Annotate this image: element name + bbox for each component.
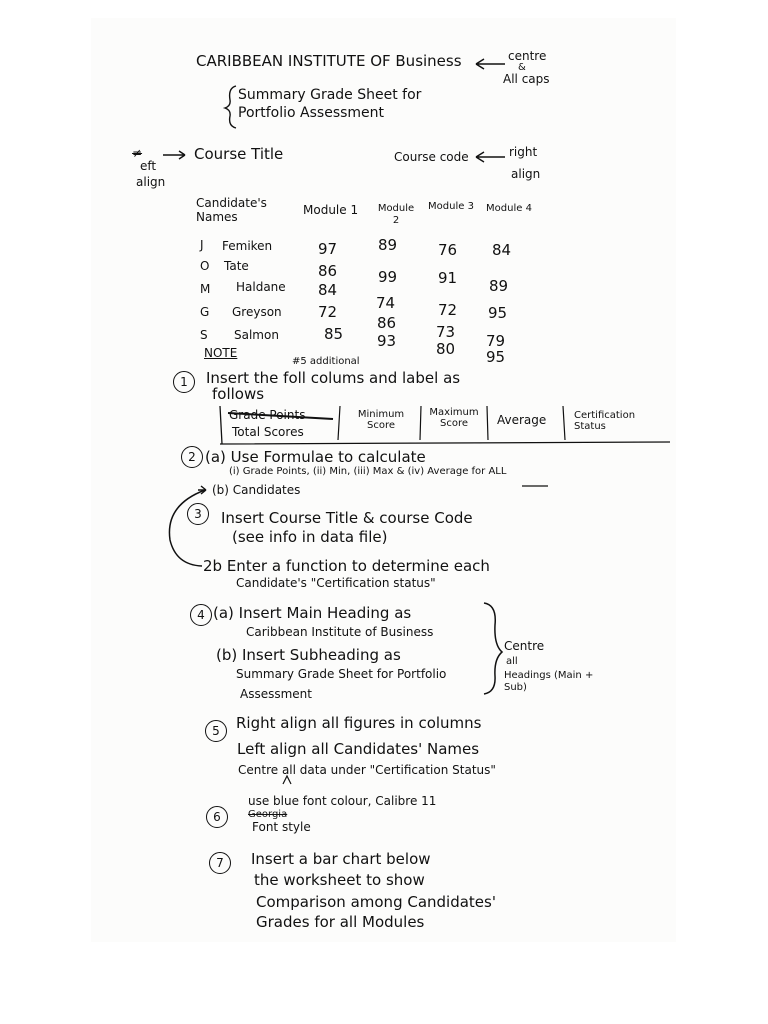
m1-row-5: 85	[324, 325, 344, 343]
header-module-2: Module 2	[377, 203, 415, 226]
row-1-initial: J	[200, 238, 204, 252]
step-6-number-icon: 6	[206, 806, 228, 828]
step-5-line-1: Right align all figures in columns	[236, 714, 482, 732]
step-1-number-icon: 1	[173, 371, 195, 393]
row-5-initial: S	[200, 328, 208, 342]
step-7-number-icon: 7	[209, 852, 231, 874]
step-6-line-1: use blue font colour, Calibre 11	[248, 794, 437, 808]
row-4-surname: Greyson	[232, 305, 282, 319]
step-5-number-icon: 5	[205, 720, 227, 742]
m2-row-4: 86	[377, 314, 397, 332]
row-2-surname: Tate	[224, 259, 249, 273]
step-2-line-1: (a) Use Formulae to calculate	[205, 448, 426, 466]
step-5-line-2: Left align all Candidates' Names	[237, 740, 480, 758]
step-7-line-1: Insert a bar chart below	[251, 850, 431, 868]
step-6-line-2: Font style	[252, 820, 311, 834]
step-2-line-2: (i) Grade Points, (ii) Min, (iii) Max & (iv) Average for ALL	[229, 466, 507, 477]
m2-row-1: 89	[378, 236, 398, 254]
right-note-align: align	[511, 167, 541, 181]
m3-row-2: 91	[438, 269, 458, 287]
row-3-surname: Haldane	[236, 280, 286, 294]
headings-note-all: all	[506, 656, 518, 667]
step-1-line-1: Insert the foll colums and label as	[206, 369, 461, 387]
m4-row-3: 95	[488, 304, 508, 322]
link-bracket-icon	[169, 490, 205, 566]
left-note-eft: eft	[140, 159, 157, 173]
new-col-maximum: Maximum Score	[429, 407, 479, 429]
m2-row-5: 93	[377, 332, 397, 350]
headings-note-main-sub: Headings (Main + Sub)	[504, 670, 594, 693]
headings-brace-icon	[484, 603, 502, 694]
all-caps-note: All caps	[503, 72, 550, 86]
step-4-line-2: Caribbean Institute of Business	[246, 625, 434, 639]
new-col-minimum: Minimum Score	[357, 409, 405, 431]
row-1-surname: Femiken	[222, 239, 273, 253]
m1-row-4: 72	[318, 303, 338, 321]
step-3-number-icon: 3	[187, 503, 209, 525]
new-col-struck: Grade Points	[229, 408, 306, 422]
step-7-line-2: the worksheet to show	[254, 871, 425, 889]
caret-icon	[283, 776, 291, 784]
note-label: NOTE	[204, 346, 238, 360]
step-7-line-3: Comparison among Candidates'	[256, 893, 496, 911]
centre-note: centre	[508, 49, 547, 63]
header-candidates-names: Candidate's Names	[196, 196, 267, 224]
m3-row-5: 80	[436, 340, 456, 358]
left-note-struck: ≠	[132, 146, 143, 160]
step-1-caret-note: #5 additional	[292, 356, 360, 367]
step-4-line-4: Summary Grade Sheet for Portfolio	[236, 667, 447, 681]
step-2-number-icon: 2	[181, 446, 203, 468]
right-align-arrow-icon	[476, 152, 505, 162]
m1-row-1: 97	[318, 240, 338, 258]
m4-row-5: 95	[486, 348, 506, 366]
right-note-right: right	[509, 145, 538, 159]
step-6-struck-font: Georgia	[248, 809, 288, 820]
row-3-initial: M	[200, 282, 211, 296]
row-2-initial: O	[200, 259, 210, 273]
new-col-certification: Certification Status	[574, 410, 636, 432]
title-arrow-icon	[476, 59, 505, 69]
m4-row-1: 84	[492, 241, 512, 259]
new-col-total-scores: Total Scores	[232, 425, 304, 439]
step-4-number-icon: 4	[190, 604, 212, 626]
m3-row-1: 76	[438, 241, 458, 259]
step-3-line-1: Insert Course Title & course Code	[221, 509, 473, 527]
new-col-average: Average	[497, 413, 547, 427]
step-4-line-1: (a) Insert Main Heading as	[213, 604, 412, 622]
step-2-line-3: (b) Candidates	[212, 483, 301, 497]
left-align-arrow-icon	[163, 151, 185, 159]
row-4-initial: G	[200, 305, 210, 319]
m1-row-3: 84	[318, 281, 338, 299]
main-heading: CARIBBEAN INSTITUTE OF Business	[196, 52, 462, 70]
header-module-4: Module 4	[486, 203, 532, 214]
headings-note-centre: Centre	[504, 639, 545, 653]
header-module-1: Module 1	[303, 203, 359, 217]
left-note-align: align	[136, 175, 166, 189]
subtitle-line-1: Summary Grade Sheet for	[238, 87, 422, 103]
centre-note-amp: &	[518, 62, 526, 73]
step-7-line-4: Grades for all Modules	[256, 913, 425, 931]
subtitle-line-2: Portfolio Assessment	[238, 105, 385, 121]
m3-row-3: 72	[438, 301, 458, 319]
step-3-line-2: (see info in data file)	[232, 528, 388, 546]
m3-row-4: 73	[436, 323, 456, 341]
step-4-line-5: Assessment	[240, 687, 312, 701]
step-2b-line-1: 2b Enter a function to determine each	[203, 557, 490, 575]
m1-row-2: 86	[318, 262, 338, 280]
header-module-3: Module 3	[428, 201, 474, 212]
step-2b-line-2: Candidate's "Certification status"	[236, 576, 436, 590]
m4-row-2: 89	[489, 277, 509, 295]
m2-row-3: 74	[376, 294, 396, 312]
step-1-line-2: follows	[212, 385, 265, 403]
row-5-surname: Salmon	[234, 328, 279, 342]
step-5-line-3: Centre all data under "Certification Status"	[238, 763, 496, 777]
m2-row-2: 99	[378, 268, 398, 286]
subtitle-brace-icon	[225, 86, 236, 128]
course-title-label: Course Title	[194, 145, 284, 163]
step-4-line-3: (b) Insert Subheading as	[216, 646, 401, 664]
course-code-label: Course code	[394, 150, 469, 164]
m4-row-4: 79	[486, 332, 506, 350]
